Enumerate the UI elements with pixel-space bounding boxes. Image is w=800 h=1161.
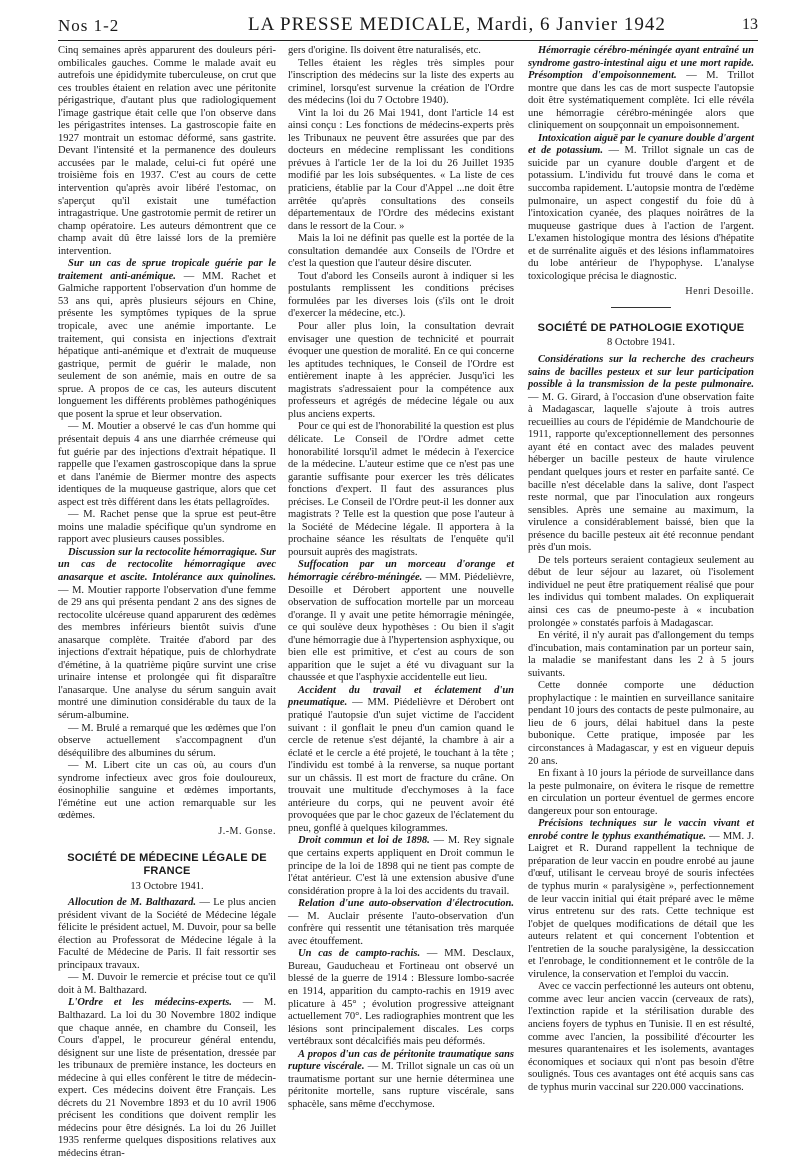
section-divider <box>611 307 671 308</box>
communication-title: L'Ordre et les médecins-experts. <box>68 997 232 1009</box>
section-heading: SOCIÉTÉ DE MÉDECINE LÉGALE DE FRANCE <box>67 852 267 877</box>
communication <box>288 1049 514 1112</box>
communication-body: — M. Balthazard. La loi du 30 Novembre 1802 indique que chaque année, en chambre du Conseil, les Cours d'appel, le procureur général entendu, désignent sur une liste de présentation, dressée par les tribunaux de première instance, les docteurs en médecine à qui elles confèrent le titre de médecin-expert. Ces médecins doivent être Français. Les décrets du 21 Novembre 1893 et du 10 avril 1906 précisent les conditions que doivent remplir les médecins pour être désignés. La loi du 26 Juillet 1935 renferme quelques dispositions relatives aux médecins étran- <box>58 997 276 1160</box>
communication-body: — M. Auclair présente l'auto-observation d'un confrère qui ressentit une tétanisation très marquée avec étouffement. <box>288 910 514 947</box>
paragraph: — M. Libert cite un cas où, au cours d'un syndrome infectieux avec gros foie douloureux, éosinophilie sanguine et œdèmes importants, l'émétine eut une action remarquable sur les œdèmes. <box>58 760 276 822</box>
journal-title: LA PRESSE MEDICALE, Mardi, 6 Janvier 1942 <box>248 14 666 35</box>
communication-title: Droit commun et loi de 1898. <box>298 835 430 847</box>
communication-title: Hémorragie cérébro-méningée ayant entraîné un syndrome gastro-intestinal aigu et une mort rapide. Présomption d'empoisonnement. <box>528 45 754 82</box>
communication-title: Relation d'une auto-observation d'électrocution. <box>298 898 514 910</box>
paragraph: En fixant à 10 jours la période de surveillance dans la peste pulmonaire, on évitera le risque de remettre en circulation un porteur éventuel de germes encore dangereux pour son entourage. <box>528 768 754 817</box>
communication-body: — M. Moutier rapporte l'observation d'une femme de 29 ans qui présenta pendant 2 ans des signes de rectocolite ulcéreuse quand apparurent des œdèmes des membres inférieurs bientôt suivis d'une anasarque complète. Traitée d'abord par des injections d'extrait hépatique, puis de chlorhydrate d'émétine, à la quatrième piqûre survint une crise urinaire intense et prolongée qui fit disparaître l'anasarque. Une analyse du sérum sanguin avait montré une diminution considérable du taux de la sérum-albumine. <box>58 584 276 721</box>
communication <box>528 354 754 555</box>
communication-title: Suffocation par un morceau d'orange et hémorragie cérébro-méningée. <box>288 559 514 583</box>
communication <box>288 835 514 898</box>
author-signature: Henri Desoille. <box>685 286 754 298</box>
column-1 <box>58 45 276 1161</box>
communication-body: — MM. Piédelièvre, Desoille et Dérobert apportent une nouvelle observation de suffocation mortelle par un morceau d'orange. Il y avait une petite hémorragie méningée, ce qui soulève deux hypothèses : Ou bien il s'agit d'une hémorragie due à l'hypertension asphyxique, ou bien elle est primitive, et c'est au cours de son apparition que le sujet a été vu divaguant sur la chaussée et que l'asphyxie accidentelle eut lieu. <box>288 571 515 684</box>
communication <box>288 559 514 684</box>
paragraph: Cette donnée comporte une déduction prophylactique : le maintien en surveillance sanitaire pendant 10 jours des contacts de peste pulmonaire, au lieu de 6 jours, délai habituel dans la peste bubonique. Cette pratique, imposée par les circonstances à Madagascar, y est en vigueur depuis 20 ans. <box>528 680 754 767</box>
communication <box>528 818 754 981</box>
paragraph: Pour aller plus loin, la consultation devrait envisager une question de technicité et pourrait évoquer une question de moralité. En ce qui concerne les aptitudes techniques, le Conseil de l'Ordre est entièrement inapte à les apprécier. Jusqu'ici les magistrats s'adressaient pour la compétence aux professeurs et agrégés de médecine légale ou aux plus anciens experts. <box>288 321 514 420</box>
page-header <box>58 14 758 41</box>
column-3 <box>528 45 754 1094</box>
communication-title: Intoxication aiguë par le cyanure double d'argent et de potassium. <box>528 132 754 157</box>
paragraph: — M. Moutier a observé le cas d'un homme qui présentait depuis 4 ans une diarrhée crémeuse qui fut guérie par des injections d'extrait hépatique. Il rappelle que l'examen gastroscopique dans la sprue et dans l'anémie de Biermer montre des aspects identiques de la muqueuse gastrique, alors que cet aspect est très différent dans les états pellagroïdes. <box>58 421 276 508</box>
paragraph: En vérité, il n'y aurait pas d'allongement du temps d'incubation, mais contamination par un porteur sain, la maladie se manifestant dans les 2 à 5 jours suivants. <box>528 630 754 679</box>
communication-body: — MM. Rachet et Galmiche rapportent l'observation d'un homme de 53 ans qui, après plusieurs séjours en Chine, présente les symptômes typiques de la sprue tropicale, avec une anémie importante. Le traitement, qui consista en injections d'extrait hépatique anti-anémique et d'extrait de muqueuse gastrique, permit de guérir le malade, non seulement de son anémie, mais en outre de sa sprue. A propos de ce cas, les auteurs discutent longuement les différents problèmes pathogéniques que posent la sprue et leur observation. <box>58 270 277 420</box>
communication-body: — MM. J. Laigret et R. Durand rappellent la technique de préparation de leur vaccin en poudre enrobé au jaune d'œuf, utilisant le cerveau broyé de souris infectées de typhus murin « paralysigène », perfectionnement de leur vaccin initial qui était préparé avec le même virus entretenu sur des rats. Cette technique est l'objet de quelques modifications de détail que les auteurs relatent et qui concernent l'obtention et l'entretien de la souche paralysigène, la dessiccation et l'enrobage, le conditionnement et le contrôle de la virulence, la conservation et l'emploi du vaccin. <box>528 830 754 980</box>
communication-body: — M. Trillot signale un cas de suicide par un cyanure double d'argent et de potassium. L'individu fut trouvé dans le coma et succomba rapidement. L'autopsie montra de l'œdème pulmonaire, un aspect congestif du foie dû à l'intoxication cyanée, des plaques noirâtres de la muqueuse gastrique dues à l'action de l'argent. L'examen histologique montra des lésions d'hépatite et de surrénalite aiguës et des lésions inflammatoires du lobe antérieur de l'hypophyse. L'analyse toxicologique précisa le diagnostic. <box>528 145 754 282</box>
communication <box>288 685 514 836</box>
communication-title: Allocution de M. Balthazard. <box>68 897 196 909</box>
paragraph: — M. Rachet pense que la sprue est peut-être moins une maladie spécifique qu'un syndrome en rapport avec plusieurs causes possibles. <box>58 509 276 546</box>
paragraph: Mais la loi ne définit pas quelle est la portée de la consultation demandée aux Conseils de l'Ordre et c'est la question que l'auteur désire discuter. <box>288 233 514 270</box>
communication <box>288 898 514 948</box>
communication-body: — M. Trillot montre que dans les cas de mort suspecte l'autopsie doit être systématiquement complète. Ici elle révéla une hémorragie cérébro-méningée alors que cliniquement on soupçonnait un empoisonnement. <box>528 70 754 132</box>
issue-number: Nos 1-2 <box>58 16 120 35</box>
page-number: 13 <box>742 16 758 33</box>
communication-title: Accident du travail et éclatement d'un pneumatique. <box>288 684 514 709</box>
section-date: 8 Octobre 1941. <box>607 337 675 349</box>
paragraph: — M. Brulé a remarqué que les œdèmes que l'on observe actuellement s'accompagnent d'un déséquilibre des albumines du sérum. <box>58 722 276 759</box>
paragraph: De tels porteurs seraient contagieux seulement au début de leur séjour au lazaret, où l'isolement individuel ne peut être pratiquement réalisé que pour les individus qui tombent malades. On expliquerait ainsi ces cas de pneumo-peste à « incubation prolongée » constatés parfois à Madagascar. <box>528 554 754 629</box>
communication <box>528 45 754 133</box>
communication-body: — M. Trillot signale un cas où un traumatisme portant sur une hernie déterminea une péritonite mortelle, sans rupture viscérale, sans sphacèle, sans même d'ecchymose. <box>288 1061 515 1110</box>
communication <box>528 133 754 284</box>
column-2 <box>288 45 514 1111</box>
paragraph: Pour ce qui est de l'honorabilité la question est plus délicate. Le Conseil de l'Ordre admet cette honorabilité lorsqu'il admet le médecin à l'exercice de la médecine. L'auteur estime que ce n'est pas une garantie suffisante pour exercer les très délicates fonctions d'expert. Il faut des assurances plus précises. Le Conseil de l'Ordre peut-il les donner aux magistrats ? Telle est la question que pose l'auteur à la Société de Médecine légale. Il apportera à la prochaine séance les résultats de l'enquête qu'il poursuit auprès des magistrats. <box>288 421 514 558</box>
communication-title: Un cas de campto-rachis. <box>298 948 421 960</box>
communication-body: — Le plus ancien président vivant de la Société de Médecine légale félicite le président actuel, M. Duvoir, pour sa belle élection au Professorat de Médecine légale à la Faculté de Médecine de Paris. Il fait ressortir ses principaux travaux. <box>58 897 276 971</box>
communication-title: Précisions techniques sur le vaccin vivant et enrobé contre le typhus exanthématique. <box>528 818 754 842</box>
section-date: 13 Octobre 1941. <box>130 880 204 892</box>
paragraph: gers d'origine. Ils doivent être naturalisés, etc. <box>288 45 481 56</box>
communication <box>58 897 276 972</box>
paragraph: Vint la loi du 26 Mai 1941, dont l'article 14 est ainsi conçu : Les fonctions de médecins-experts près les Tribunaux ne peuvent être assurées que par des docteurs en médecine remplissant les conditions prévues à l'article 1er de la loi du 26 Juillet 1935 modifié par les lois subséquentes. « La liste de ces praticiens, établie par la Cour d'Appel ...ne doit être arrêtée qu'après consultations des conseils départementaux de l'Ordre des médecins existant dans le ressort de la Cour. » <box>288 107 514 232</box>
author-signature: J.-M. Gonse. <box>218 825 276 837</box>
communication-title: Sur un cas de sprue tropicale guérie par le traitement anti-anémique. <box>58 258 276 282</box>
paragraph: Cinq semaines après apparurent des douleurs péri-ombilicales gauches. Comme le malade avait eu autrefois une épididymite tuberculeuse, on crut que ces troubles étaient en relation avec une péritonite périgastrique, d'autant plus que radiologiquement l'image gastrique était celle que l'on observe dans les périgastrites intenses. La gastroscopie faite en 1927 montrait un estomac déformé, sans gastrite. Devant l'intensité et la permanence des douleurs accusées par le malade, celui-ci fut opéré une troisième fois en 1937. C'est au cours de cette intervention qu'après avoir libéré l'estomac, on s'aperçut qu'il existait une tuméfaction intragastrique. Une gastrotomie permit de retirer un champ opératoire. Les auteurs démontrent que ce champ avait dû être laissé lors de la première intervention. <box>58 45 276 257</box>
communication-body: — MM. Desclaux, Bureau, Gauducheau et Fortineau ont observé un blessé de la guerre de 1914 : Blessure lombo-sacrée en 1914, apparition du campto-rachis en 1919 avec plicature à 45° ; évolution progressive atteignant actuellement 70°. Les radiographies montrent que les lésions sont principalement discales. Les corps vertébraux sont décalcifiés mais peu déformés. <box>288 948 514 1048</box>
section-heading: SOCIÉTÉ DE PATHOLOGIE EXOTIQUE <box>537 321 745 334</box>
communication <box>58 547 276 723</box>
communication-body: — M. G. Girard, à l'occasion d'une observation faite à Madagascar, laquelle s'ajoute à trois autres recueillies au cours de l'épidémie de Mandchourie de 1911, rapporte qu'exceptionnellement des personnes ayant été en contact avec des malades peuvent héberger un bacille pesteux de haute virulence pendant quelques jours et rester en parfaite santé. Ce bacille n'est décelable dans la salive, dont l'aspect reste normal, que par l'inoculation aux rongeurs sensibles. Après une semaine au maximum, la virulence a considérablement baissé, bien que la présence du bacille pesteux ait été reconnue pendant près d'un mois. <box>528 391 754 554</box>
paragraph: Telles étaient les règles très simples pour l'inscription des médecins sur la liste des experts au criminel, lorsqu'est survenue la création de l'Ordre des médecins (loi du 7 Octobre 1940). <box>288 57 514 107</box>
communication-body: — MM. Piédelièvre et Dérobert ont pratiqué l'autopsie d'un sujet victime de l'accident suivant : il gonflait le pneu d'un camion quand le cercle de retenue s'est déjanté, la chambre à air a éclaté et le cercle a été projeté, le touchant à la tête ; l'individu est tombé à la renverse, sa nuque portant sur un châssis. Il est mort de fracture du crâne. On trouvait une multitude d'ecchymoses à la face antérieure du corps, qui ne peuvent avoir été provoquées que par le choc gazeux de l'éclatement du pneu, gonflé à quelques kilogrammes. <box>288 697 514 834</box>
communication <box>58 258 276 421</box>
paragraph: Avec ce vaccin perfectionné les auteurs ont obtenu, comme avec leur ancien vaccin (cerveaux de rats), l'extinction rapide et la stérilisation durable des anciens foyers de typhus en Tunisie. Il en est résulté, comme avec l'ancien, la possibilité d'écourter les mesures quarantenaires et les isolements, avantages économiques et sociaux qui n'ont pas besoin d'être soulignés. Tous ces avantages ont été acquis sans cas de typhus murin vaccinal sur 220.000 vaccinations. <box>528 981 754 1093</box>
communication-body: — M. Rey signale que certains experts appliquent en Droit commun le principe de la loi de 1898 qui ne tient pas compte de l'état antérieur. C'est là une extension abusive d'une considération propre à la loi des accidents du travail. <box>288 835 514 897</box>
communication <box>288 948 514 1048</box>
communication <box>58 997 276 1160</box>
paragraph: — M. Duvoir le remercie et précise tout ce qu'il doit à M. Balthazard. <box>58 972 276 996</box>
communication-title: A propos d'un cas de péritonite traumatique sans rupture viscérale. <box>288 1048 514 1073</box>
communication-title: Considérations sur la recherche des cracheurs sains de bacilles pesteux et sur leur participation possible à la transmission de la peste pulmonaire. <box>528 354 754 391</box>
paragraph: Tout d'abord les Conseils auront à indiquer si les postulants remplissent les conditions précises formulées par les diverses lois (s'ils ont le droit d'exercer la médecine, etc.). <box>288 270 514 320</box>
communication-title: Discussion sur la rectocolite hémorragique. Sur un cas de rectocolite hémorragique avec anasarque et ascite. Intolérance aux quinolines. <box>58 546 276 583</box>
